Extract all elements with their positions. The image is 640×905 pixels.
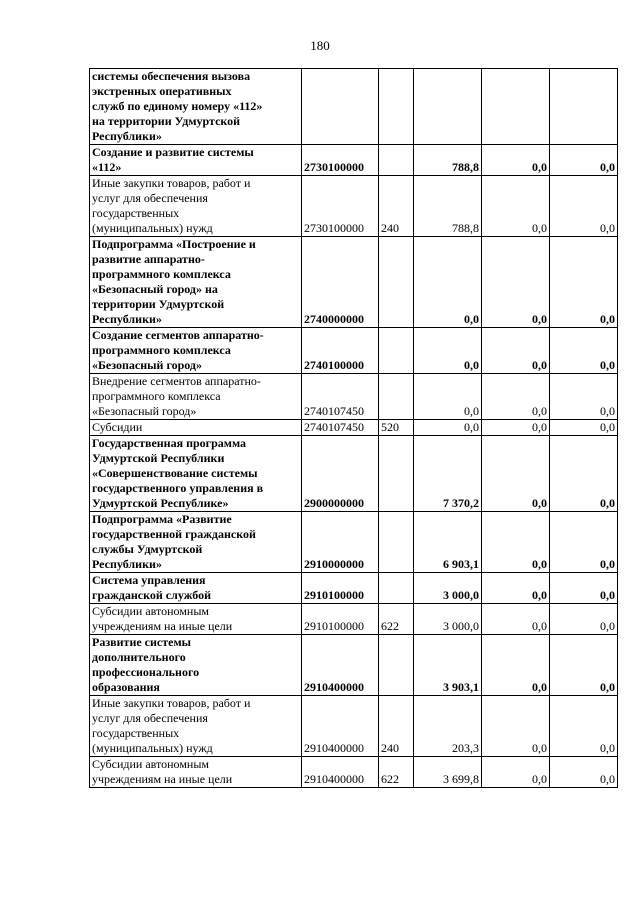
row-name: Создание и развитие системы «112» — [90, 145, 302, 176]
row-name: системы обеспечения вызова экстренных оперативных служб по единому номеру «112» на территории Удмуртской Республики» — [90, 69, 302, 145]
row-sum-1: 203,3 — [414, 696, 482, 757]
row-expense-type: 240 — [379, 696, 414, 757]
row-sum-2 — [482, 69, 550, 145]
row-expense-type — [379, 374, 414, 420]
row-name: Система управления гражданской службой — [90, 573, 302, 604]
table-row — [90, 237, 618, 328]
row-sum-2: 0,0 — [482, 573, 550, 604]
row-name: Субсидии автономным учреждениям на иные цели — [90, 757, 302, 788]
table-row — [90, 420, 618, 436]
row-sum-2: 0,0 — [482, 757, 550, 788]
row-sum-1: 0,0 — [414, 328, 482, 374]
row-sum-1: 3 000,0 — [414, 604, 482, 635]
row-sum-2: 0,0 — [482, 604, 550, 635]
budget-table — [89, 68, 618, 788]
row-name: Создание сегментов аппаратно- программного комплекса «Безопасный город» — [90, 328, 302, 374]
page-number: 180 — [310, 38, 330, 53]
row-sum-3: 0,0 — [550, 512, 618, 573]
row-name: Развитие системы дополнительного профессионального образования — [90, 635, 302, 696]
row-sum-3: 0,0 — [550, 757, 618, 788]
row-code: 2740107450 — [302, 420, 379, 436]
table-row — [90, 374, 618, 420]
row-name: Подпрограмма «Развитие государственной гражданской службы Удмуртской Республики» — [90, 512, 302, 573]
table-row — [90, 176, 618, 237]
row-sum-2: 0,0 — [482, 237, 550, 328]
row-expense-type: 520 — [379, 420, 414, 436]
row-sum-1: 7 370,2 — [414, 436, 482, 512]
row-expense-type — [379, 145, 414, 176]
table-row — [90, 696, 618, 757]
row-sum-1: 788,8 — [414, 145, 482, 176]
row-sum-3: 0,0 — [550, 374, 618, 420]
row-expense-type: 240 — [379, 176, 414, 237]
row-sum-3: 0,0 — [550, 604, 618, 635]
row-code: 2740100000 — [302, 328, 379, 374]
table-row — [90, 436, 618, 512]
row-sum-1 — [414, 69, 482, 145]
row-code: 2910100000 — [302, 604, 379, 635]
row-sum-2: 0,0 — [482, 145, 550, 176]
row-sum-1: 0,0 — [414, 420, 482, 436]
row-code — [302, 69, 379, 145]
row-code: 2730100000 — [302, 145, 379, 176]
row-sum-1: 788,8 — [414, 176, 482, 237]
row-sum-2: 0,0 — [482, 436, 550, 512]
table-row — [90, 512, 618, 573]
row-sum-2: 0,0 — [482, 328, 550, 374]
table-row — [90, 757, 618, 788]
row-name: Государственная программа Удмуртской Республики «Совершенствование системы государственного управления в Удмуртской Республике» — [90, 436, 302, 512]
row-sum-2: 0,0 — [482, 512, 550, 573]
row-code: 2910400000 — [302, 757, 379, 788]
row-expense-type — [379, 512, 414, 573]
row-sum-3 — [550, 69, 618, 145]
row-sum-3: 0,0 — [550, 696, 618, 757]
row-sum-3: 0,0 — [550, 328, 618, 374]
table-row — [90, 635, 618, 696]
row-name: Внедрение сегментов аппаратно- программного комплекса «Безопасный город» — [90, 374, 302, 420]
row-sum-1: 3 699,8 — [414, 757, 482, 788]
row-sum-1: 3 000,0 — [414, 573, 482, 604]
row-expense-type: 622 — [379, 604, 414, 635]
row-name: Иные закупки товаров, работ и услуг для обеспечения государственных (муниципальных) нужд — [90, 696, 302, 757]
row-name: Подпрограмма «Построение и развитие аппаратно- программного комплекса «Безопасный город» на территории Удмуртской Республики» — [90, 237, 302, 328]
row-sum-3: 0,0 — [550, 635, 618, 696]
row-expense-type — [379, 573, 414, 604]
row-expense-type — [379, 635, 414, 696]
row-sum-1: 6 903,1 — [414, 512, 482, 573]
row-sum-3: 0,0 — [550, 237, 618, 328]
row-sum-1: 0,0 — [414, 374, 482, 420]
row-sum-1: 3 903,1 — [414, 635, 482, 696]
table-row — [90, 573, 618, 604]
row-expense-type — [379, 237, 414, 328]
row-code: 2730100000 — [302, 176, 379, 237]
row-sum-2: 0,0 — [482, 635, 550, 696]
row-name: Субсидии — [90, 420, 302, 436]
table-row — [90, 145, 618, 176]
row-sum-2: 0,0 — [482, 420, 550, 436]
row-code: 2910000000 — [302, 512, 379, 573]
row-sum-2: 0,0 — [482, 176, 550, 237]
row-sum-1: 0,0 — [414, 237, 482, 328]
table-row — [90, 69, 618, 145]
row-expense-type — [379, 328, 414, 374]
table-row — [90, 604, 618, 635]
row-code: 2900000000 — [302, 436, 379, 512]
row-code: 2740000000 — [302, 237, 379, 328]
row-name: Иные закупки товаров, работ и услуг для обеспечения государственных (муниципальных) нужд — [90, 176, 302, 237]
table-row — [90, 328, 618, 374]
row-expense-type — [379, 69, 414, 145]
row-sum-3: 0,0 — [550, 573, 618, 604]
row-code: 2740107450 — [302, 374, 379, 420]
row-sum-3: 0,0 — [550, 420, 618, 436]
row-sum-2: 0,0 — [482, 696, 550, 757]
row-expense-type: 622 — [379, 757, 414, 788]
row-sum-2: 0,0 — [482, 374, 550, 420]
row-sum-3: 0,0 — [550, 176, 618, 237]
row-sum-3: 0,0 — [550, 145, 618, 176]
row-code: 2910400000 — [302, 696, 379, 757]
row-code: 2910400000 — [302, 635, 379, 696]
row-expense-type — [379, 436, 414, 512]
row-sum-3: 0,0 — [550, 436, 618, 512]
row-name: Субсидии автономным учреждениям на иные цели — [90, 604, 302, 635]
row-code: 2910100000 — [302, 573, 379, 604]
